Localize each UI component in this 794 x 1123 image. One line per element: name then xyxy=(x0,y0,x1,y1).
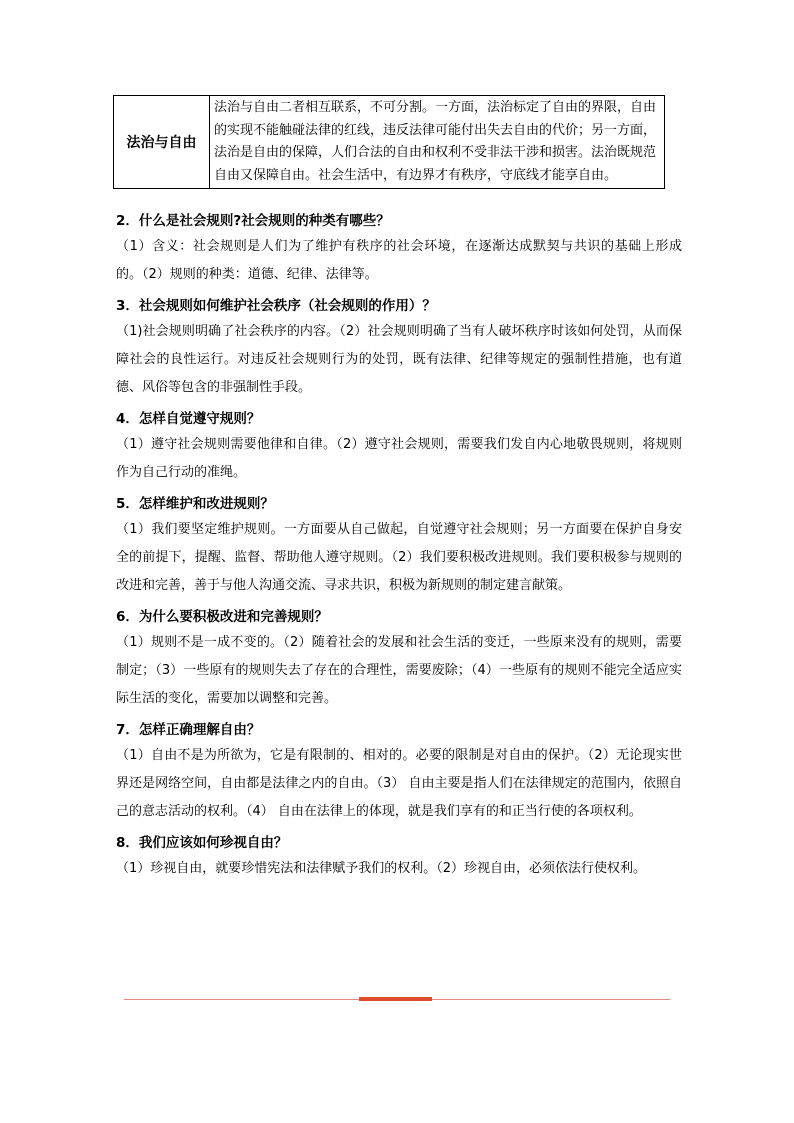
question-heading: 4．怎样自觉遵守规则？ xyxy=(116,411,261,427)
question-heading: 3．社会规则如何维护社会秩序（社会规则的作用）？ xyxy=(116,298,436,314)
qa-section xyxy=(116,831,682,883)
qa-list xyxy=(116,209,682,888)
topic-name-cell: 法治与自由 xyxy=(114,96,210,189)
question-heading: 6．为什么要积极改进和完善规则？ xyxy=(116,609,328,625)
qa-section xyxy=(116,294,682,402)
answer-paragraph: （1）含义：社会规则是人们为了维护有秩序的社会环境，在逐渐达成默契与共识的基础上形成的。（2）规则的种类：道德、纪律、法律等。 xyxy=(116,239,682,282)
question-heading: 2．什么是社会规则?社会规则的种类有哪些？ xyxy=(116,213,390,229)
question-heading: 7．怎样正确理解自由？ xyxy=(116,722,261,738)
answer-paragraph: （1）自由不是为所欲为，它是有限制的、相对的。必要的限制是对自由的保护。（2）无论现实世界还是网络空间，自由都是法律之内的自由。（3） 自由主要是指人们在法律规定的范围内，依照自己的意志活动的权利。（4） 自由在法律上的体现，就是我们享有的和正当行使的各项权利。 xyxy=(116,748,682,819)
answer-paragraph: （1）珍视自由，就要珍惜宪法和法律赋予我们的权利。（2）珍视自由，必须依法行使权利。 xyxy=(116,861,647,876)
topic-table xyxy=(113,95,665,189)
qa-section xyxy=(116,492,682,600)
answer-paragraph: （1）我们要坚定维护规则。一方面要从自己做起，自觉遵守社会规则；另一方面要在保护自身安全的前提下，提醒、监督、帮助他人遵守规则。（2）我们要积极改进规则。我们要积极参与规则的改进和完善，善于与他人沟通交流、寻求共识，积极为新规则的制定建言献策。 xyxy=(116,522,682,593)
footer-accent-bar xyxy=(359,997,432,1001)
qa-section xyxy=(116,407,682,487)
topic-body-cell: 法治与自由二者相互联系，不可分割。一方面，法治标定了自由的界限，自由的实现不能触碰法律的红线，违反法律可能付出失去自由的代价；另一方面，法治是自由的保障，人们合法的自由和权利不受非法干涉和损害。法治既规范自由又保障自由。社会生活中，有边界才有秩序，守底线才能享自由。 xyxy=(210,96,665,189)
question-heading: 5．怎样维护和改进规则？ xyxy=(116,496,274,512)
table-row xyxy=(114,96,665,189)
question-heading: 8．我们应该如何珍视自由？ xyxy=(116,835,288,851)
qa-section xyxy=(116,605,682,713)
qa-section xyxy=(116,209,682,289)
answer-paragraph: （1)社会规则明确了社会秩序的内容。（2）社会规则明确了当有人破坏秩序时该如何处罚，从而保障社会的良性运行。对违反社会规则行为的处罚，既有法律、纪律等规定的强制性措施，也有道德、风俗等包含的非强制性手段。 xyxy=(116,324,682,395)
answer-paragraph: （1）遵守社会规则需要他律和自律。（2）遵守社会规则，需要我们发自内心地敬畏规则，将规则作为自己行动的准绳。 xyxy=(116,437,682,480)
qa-section xyxy=(116,718,682,826)
answer-paragraph: （1）规则不是一成不变的。（2）随着社会的发展和社会生活的变迁，一些原来没有的规则，需要制定；（3）一些原有的规则失去了存在的合理性，需要废除；（4）一些原有的规则不能完全适应实际生活的变化，需要加以调整和完善。 xyxy=(116,635,682,706)
